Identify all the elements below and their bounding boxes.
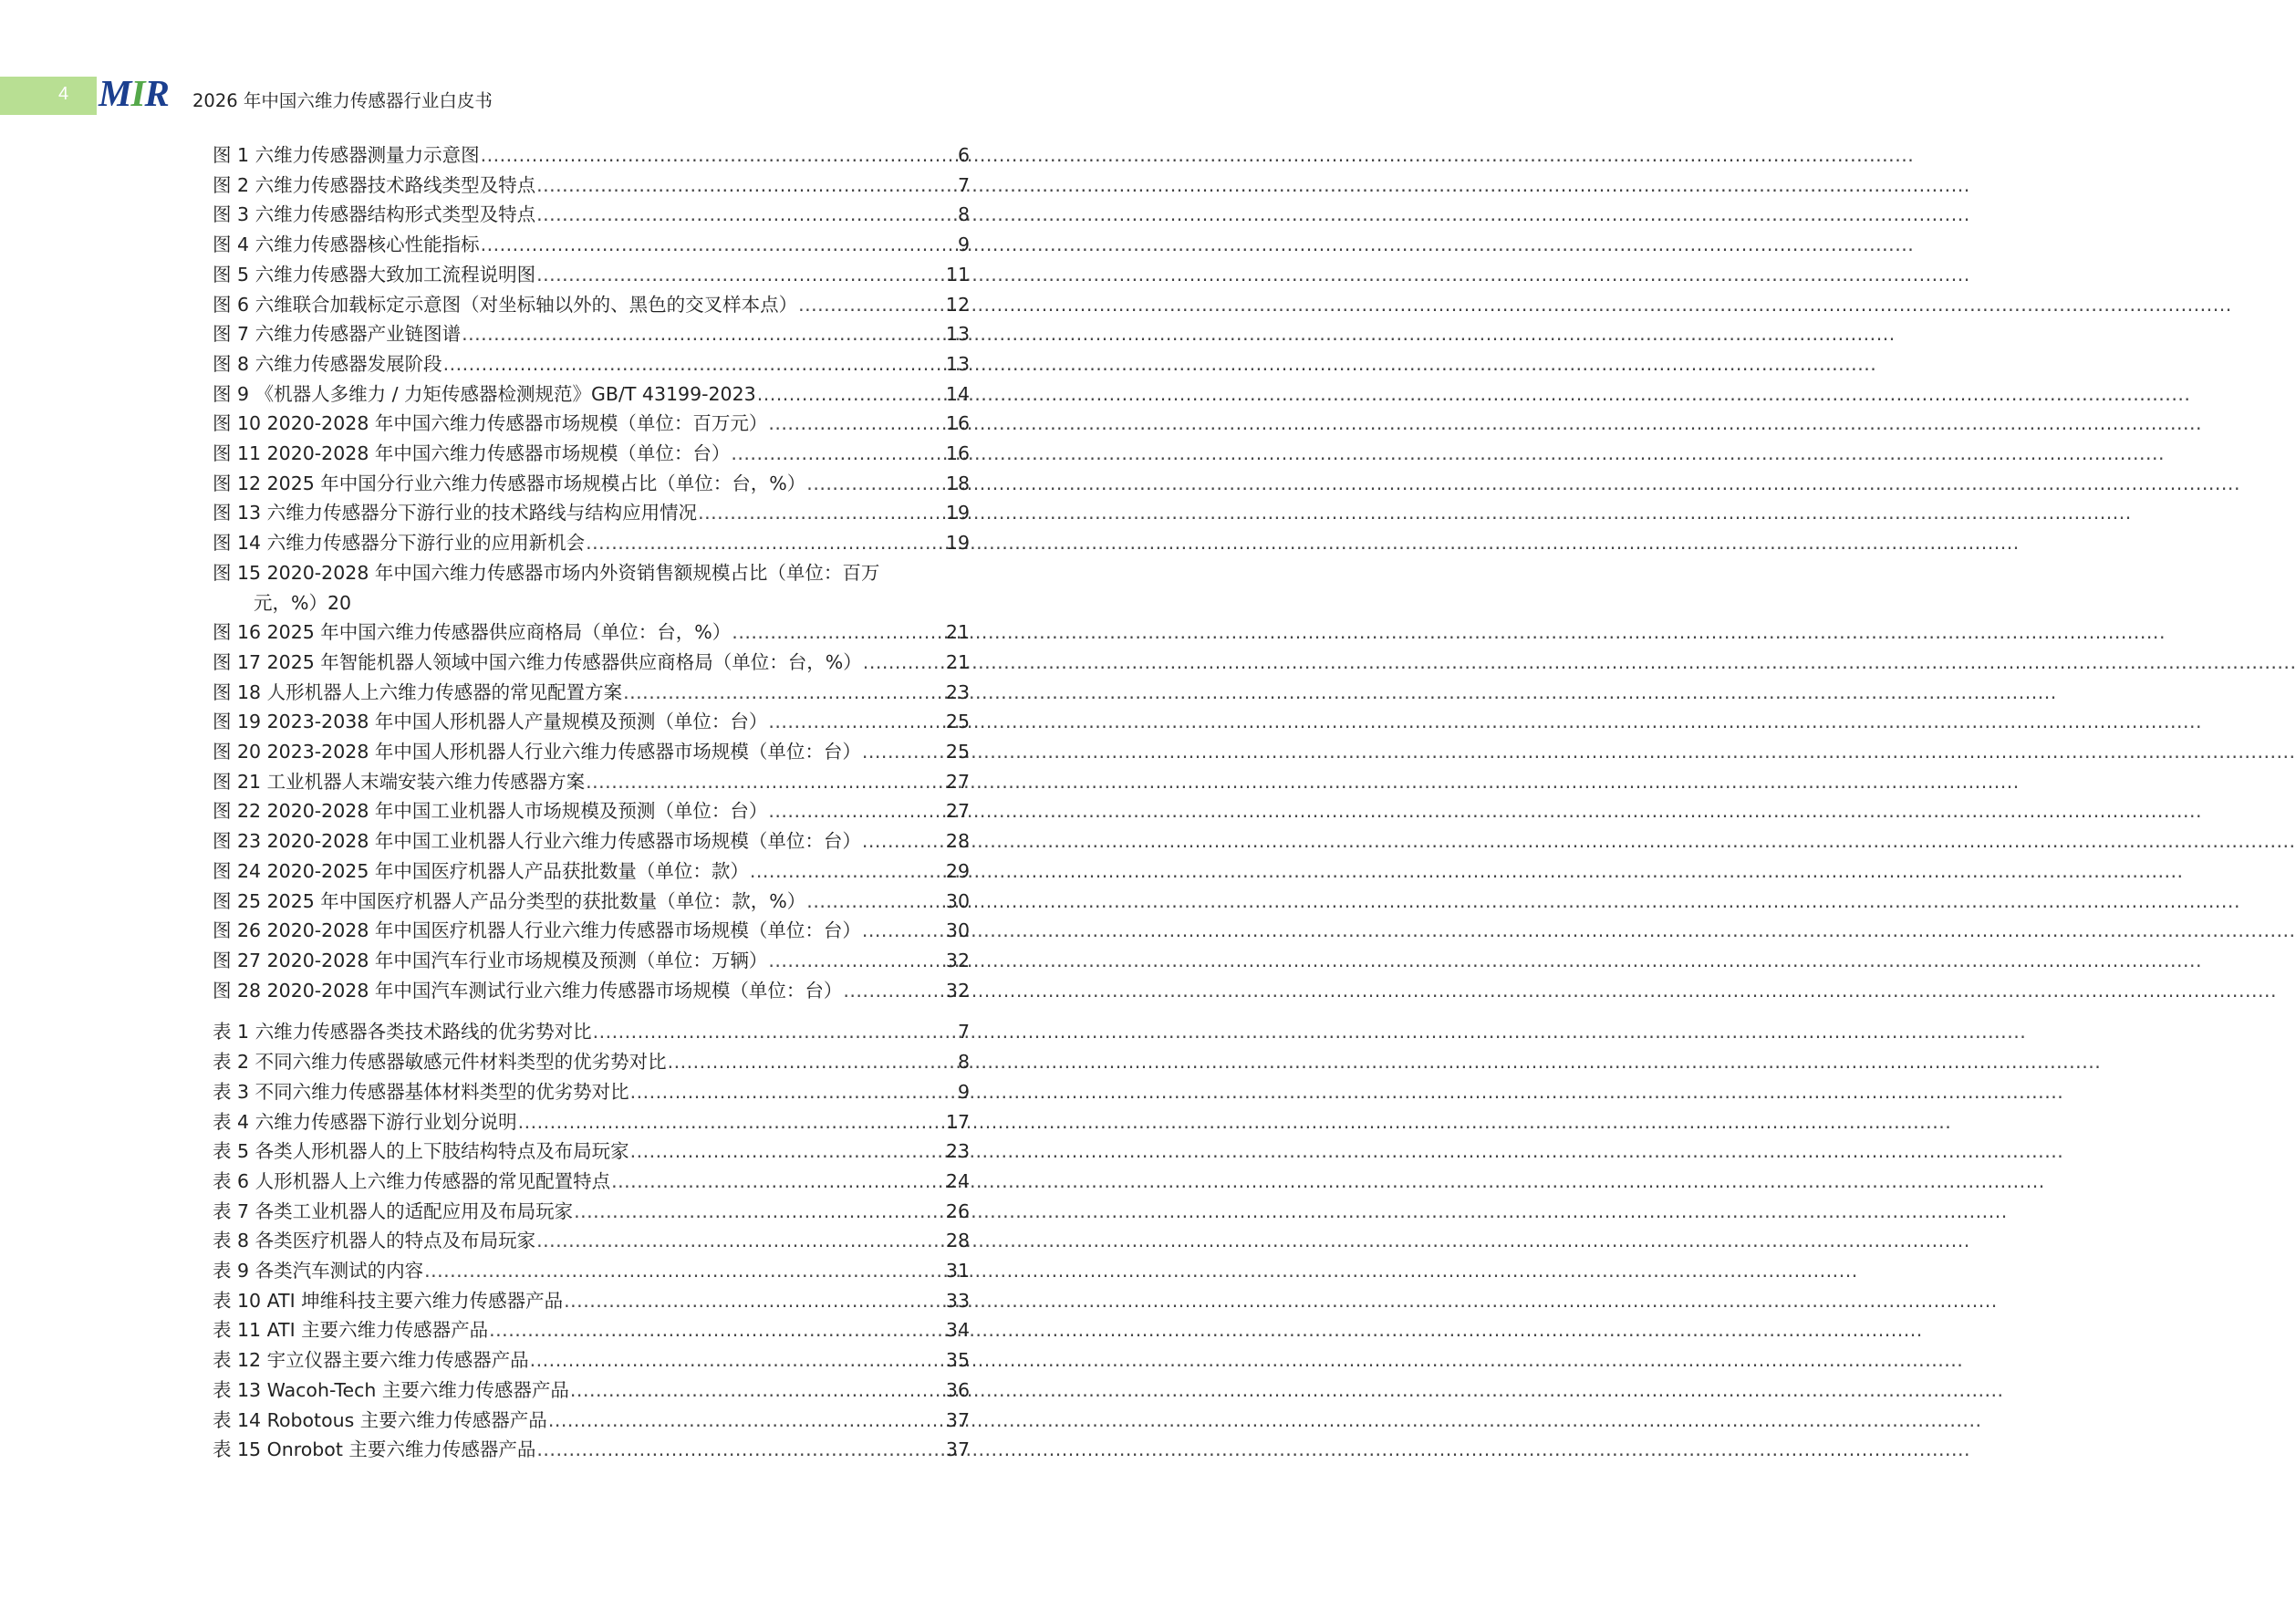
figure-entry-page: 6 (957, 144, 970, 166)
figure-entry-label: 图 25 2025 年中国医疗机器人产品分类型的获批数量（单位：款，%） (213, 889, 806, 912)
table-entry[interactable] (213, 1406, 970, 1436)
figure-entry[interactable] (213, 498, 970, 528)
dot-leader (630, 1077, 957, 1107)
figure-entry[interactable] (213, 439, 970, 469)
dot-leader (593, 1017, 957, 1047)
table-entry[interactable] (213, 1315, 970, 1345)
figure-entry-page: 16 (945, 442, 970, 465)
table-entry-label: 表 8 各类医疗机器人的特点及布局玩家 (213, 1230, 536, 1252)
figure-entry-page: 21 (945, 621, 970, 644)
figure-entry-page: 32 (945, 949, 970, 971)
table-entry-label: 表 11 ATI 主要六维力传感器产品 (213, 1319, 489, 1342)
figure-entry-page: 32 (945, 979, 970, 1002)
table-entry-page: 9 (957, 1080, 970, 1103)
dot-leader (536, 1435, 945, 1465)
figure-entry-page: 7 (957, 173, 970, 196)
page-number: 4 (58, 84, 69, 104)
dot-leader (862, 737, 945, 767)
figure-entry-page: 30 (945, 889, 970, 912)
dot-leader (732, 618, 945, 648)
figure-entry[interactable] (213, 767, 970, 797)
figure-entry-label: 图 27 2020-2028 年中国汽车行业市场规模及预测（单位：万辆） (213, 949, 768, 971)
figure-entry-label: 图 14 六维力传感器分下游行业的应用新机会 (213, 532, 586, 555)
figure-entry[interactable] (213, 140, 970, 171)
figure-entry-page: 19 (945, 502, 970, 524)
figure-entry[interactable] (213, 618, 970, 648)
dot-leader (530, 1345, 945, 1376)
figure-entry-label: 图 21 工业机器人末端安装六维力传感器方案 (213, 770, 586, 793)
table-entry-label: 表 10 ATI 坤维科技主要六维力传感器产品 (213, 1289, 564, 1312)
dot-leader (623, 678, 945, 708)
figure-entry[interactable] (213, 200, 970, 230)
table-entry[interactable] (213, 1435, 970, 1465)
table-entry-page: 23 (945, 1140, 970, 1163)
figure-entry-label: 图 2 六维力传感器技术路线类型及特点 (213, 173, 536, 196)
table-entry-label: 表 15 Onrobot 主要六维力传感器产品 (213, 1438, 536, 1461)
dot-leader (806, 887, 945, 917)
table-entry-label: 表 4 六维力传感器下游行业划分说明 (213, 1110, 517, 1133)
table-entry[interactable] (213, 1286, 970, 1316)
dot-leader (536, 260, 945, 290)
figure-entry-label: 图 11 2020-2028 年中国六维力传感器市场规模（单位：台） (213, 442, 731, 465)
figure-entry-label: 图 16 2025 年中国六维力传感器供应商格局（单位：台，%） (213, 621, 732, 644)
dot-leader (489, 1315, 945, 1345)
figure-entry-page: 21 (945, 650, 970, 673)
table-entry[interactable] (213, 1167, 970, 1197)
table-entry-page: 35 (945, 1349, 970, 1372)
figure-entry-label: 图 8 六维力传感器发展阶段 (213, 352, 442, 375)
figure-entry[interactable] (213, 469, 970, 499)
figure-entry-label: 图 12 2025 年中国分行业六维力传感器市场规模占比（单位：台，%） (213, 472, 806, 494)
table-entry-label: 表 9 各类汽车测试的内容 (213, 1260, 424, 1282)
table-entry-page: 37 (945, 1408, 970, 1431)
figure-entry-label: 图 28 2020-2028 年中国汽车测试行业六维力传感器市场规模（单位：台） (213, 979, 843, 1002)
figure-entry-label: 图 19 2023-2038 年中国人形机器人产量规模及预测（单位：台） (213, 711, 768, 733)
figure-entry-label: 图 15 2020-2028 年中国六维力传感器市场内外资销售额规模占比（单位：百万 (213, 561, 880, 584)
dot-leader (548, 1406, 945, 1436)
table-entry[interactable] (213, 1345, 970, 1376)
table-entry[interactable] (213, 1226, 970, 1256)
page-number-tab (0, 77, 97, 115)
figure-entry[interactable] (213, 946, 970, 976)
figure-entry-label: 图 6 六维联合加载标定示意图（对坐标轴以外的、黑色的交叉样本点） (213, 293, 798, 316)
dot-leader (536, 1226, 945, 1256)
table-entry-label: 表 5 各类人形机器人的上下肢结构特点及布局玩家 (213, 1140, 629, 1163)
figure-entry-page: 19 (945, 532, 970, 555)
figure-entry-label: 图 9 《机器人多维力 / 力矩传感器检测规范》GB/T 43199-2023 (213, 382, 756, 405)
section-gap (213, 1005, 970, 1017)
table-entry[interactable] (213, 1197, 970, 1227)
figure-entry[interactable] (213, 707, 970, 737)
figure-entry-label: 图 3 六维力传感器结构形式类型及特点 (213, 203, 536, 226)
dot-leader (862, 826, 945, 857)
table-list (213, 1017, 970, 1465)
table-entry[interactable] (213, 1256, 970, 1286)
dot-leader (731, 439, 945, 469)
figure-entry-page: 20 (327, 591, 352, 614)
figure-entry-page: 18 (945, 472, 970, 494)
figure-entry-page: 25 (945, 711, 970, 733)
figure-entry-page: 30 (945, 919, 970, 942)
dot-leader (586, 528, 945, 558)
figure-entry[interactable] (213, 857, 970, 887)
table-entry-page: 26 (945, 1199, 970, 1222)
report-title: 2026 年中国六维力传感器行业白皮书 (192, 90, 493, 111)
dot-leader (668, 1047, 957, 1077)
figure-entry-page: 16 (945, 412, 970, 435)
figure-entry-page: 27 (945, 770, 970, 793)
dot-leader (574, 1197, 945, 1227)
table-entry[interactable] (213, 1017, 970, 1047)
table-entry[interactable] (213, 1137, 970, 1167)
table-entry-label: 表 1 六维力传感器各类技术路线的优劣势对比 (213, 1021, 592, 1044)
figure-entry-label: 图 5 六维力传感器大致加工流程说明图 (213, 263, 536, 286)
figure-entry-page: 9 (957, 234, 970, 256)
logo-letter-m: M (99, 72, 131, 114)
table-entry[interactable] (213, 1077, 970, 1107)
figure-entry[interactable] (213, 409, 970, 439)
dot-leader (698, 498, 945, 528)
table-entry-label: 表 14 Robotous 主要六维力传感器产品 (213, 1408, 547, 1431)
table-entry-label: 表 3 不同六维力传感器基体材料类型的优劣势对比 (213, 1080, 629, 1103)
figure-entry-label: 图 17 2025 年智能机器人领域中国六维力传感器供应商格局（单位：台，%） (213, 650, 862, 673)
figure-entry-page: 13 (945, 352, 970, 375)
dot-leader (462, 319, 945, 349)
dot-leader (768, 409, 945, 439)
table-entry-page: 17 (945, 1110, 970, 1133)
table-entry-page: 7 (957, 1021, 970, 1044)
table-entry-page: 33 (945, 1289, 970, 1312)
figure-entry-label: 图 1 六维力传感器测量力示意图 (213, 144, 480, 166)
figure-entry-page: 8 (957, 203, 970, 226)
figure-entry[interactable] (213, 796, 970, 826)
figure-entry[interactable] (213, 528, 970, 558)
figure-entry-page: 29 (945, 859, 970, 882)
figure-entry[interactable] (213, 887, 970, 917)
figure-entry-label: 图 18 人形机器人上六维力传感器的常见配置方案 (213, 680, 623, 703)
table-entry-page: 36 (945, 1378, 970, 1401)
dot-leader (443, 349, 945, 379)
dot-leader (863, 648, 945, 678)
figure-entry-label: 图 26 2020-2028 年中国医疗机器人行业六维力传感器市场规模（单位：台） (213, 919, 861, 942)
dot-leader (798, 290, 945, 320)
dot-leader (806, 469, 945, 499)
table-entry-page: 31 (945, 1260, 970, 1282)
dot-leader (843, 976, 945, 1006)
figure-entry-page: 12 (945, 293, 970, 316)
table-entry-label: 表 2 不同六维力传感器敏感元件材料类型的优劣势对比 (213, 1051, 667, 1074)
figure-list (213, 140, 970, 1005)
figure-entry-page: 23 (945, 680, 970, 703)
table-entry-label: 表 7 各类工业机器人的适配应用及布局玩家 (213, 1199, 574, 1222)
table-of-contents (213, 140, 970, 1465)
dot-leader (630, 1137, 945, 1167)
figure-entry[interactable] (213, 171, 970, 201)
figure-entry[interactable] (213, 976, 970, 1006)
figure-entry-label: 图 20 2023-2028 年中国人形机器人行业六维力传感器市场规模（单位：台） (213, 741, 861, 763)
table-entry[interactable] (213, 1376, 970, 1406)
figure-entry[interactable] (213, 678, 970, 708)
figure-entry[interactable] (213, 558, 970, 618)
table-entry-label: 表 12 宇立仪器主要六维力传感器产品 (213, 1349, 529, 1372)
dot-leader (570, 1376, 945, 1406)
figure-entry-label: 图 10 2020-2028 年中国六维力传感器市场规模（单位：百万元） (213, 412, 768, 435)
logo-letter-i: I (130, 72, 145, 114)
figure-entry[interactable] (213, 260, 970, 290)
table-entry-page: 28 (945, 1230, 970, 1252)
table-entry-page: 34 (945, 1319, 970, 1342)
figure-entry-page: 27 (945, 800, 970, 823)
mir-logo (99, 72, 169, 114)
dot-leader (586, 767, 945, 797)
figure-entry-label-cont: 元，%） (254, 591, 327, 614)
table-entry[interactable] (213, 1107, 970, 1137)
table-entry-page: 8 (957, 1051, 970, 1074)
dot-leader (564, 1286, 945, 1316)
figure-entry-page: 11 (945, 263, 970, 286)
figure-entry-page: 14 (945, 382, 970, 405)
table-entry-label: 表 6 人形机器人上六维力传感器的常见配置特点 (213, 1169, 611, 1192)
figure-entry-label: 图 7 六维力传感器产业链图谱 (213, 323, 462, 346)
figure-entry[interactable] (213, 648, 970, 678)
figure-entry-label: 图 13 六维力传感器分下游行业的技术路线与结构应用情况 (213, 502, 698, 524)
figure-entry[interactable] (213, 379, 970, 410)
figure-entry[interactable] (213, 290, 970, 320)
figure-entry[interactable] (213, 826, 970, 857)
figure-entry-label: 图 23 2020-2028 年中国工业机器人行业六维力传感器市场规模（单位：台） (213, 830, 861, 853)
figure-entry-page: 25 (945, 741, 970, 763)
figure-entry-label: 图 4 六维力传感器核心性能指标 (213, 234, 480, 256)
table-entry-label: 表 13 Wacoh-Tech 主要六维力传感器产品 (213, 1378, 569, 1401)
dot-leader (481, 140, 957, 171)
dot-leader (750, 857, 945, 887)
table-entry-page: 24 (945, 1169, 970, 1192)
figure-entry[interactable] (213, 916, 970, 946)
dot-leader (518, 1107, 945, 1137)
figure-entry[interactable] (213, 319, 970, 349)
dot-leader (424, 1256, 945, 1286)
dot-leader (768, 796, 945, 826)
dot-leader (536, 171, 957, 201)
table-entry-page: 37 (945, 1438, 970, 1461)
dot-leader (768, 946, 945, 976)
figure-entry-page: 28 (945, 830, 970, 853)
figure-entry[interactable] (213, 230, 970, 260)
dot-leader (536, 200, 957, 230)
figure-entry-page: 13 (945, 323, 970, 346)
dot-leader (757, 379, 945, 410)
dot-leader (611, 1167, 945, 1197)
dot-leader (481, 230, 957, 260)
dot-leader (768, 707, 945, 737)
table-entry[interactable] (213, 1047, 970, 1077)
figure-entry-label: 图 22 2020-2028 年中国工业机器人市场规模及预测（单位：台） (213, 800, 768, 823)
figure-entry[interactable] (213, 349, 970, 379)
logo-letter-r: R (144, 72, 169, 114)
figure-entry[interactable] (213, 737, 970, 767)
dot-leader (862, 916, 945, 946)
figure-entry-label: 图 24 2020-2025 年中国医疗机器人产品获批数量（单位：款） (213, 859, 749, 882)
